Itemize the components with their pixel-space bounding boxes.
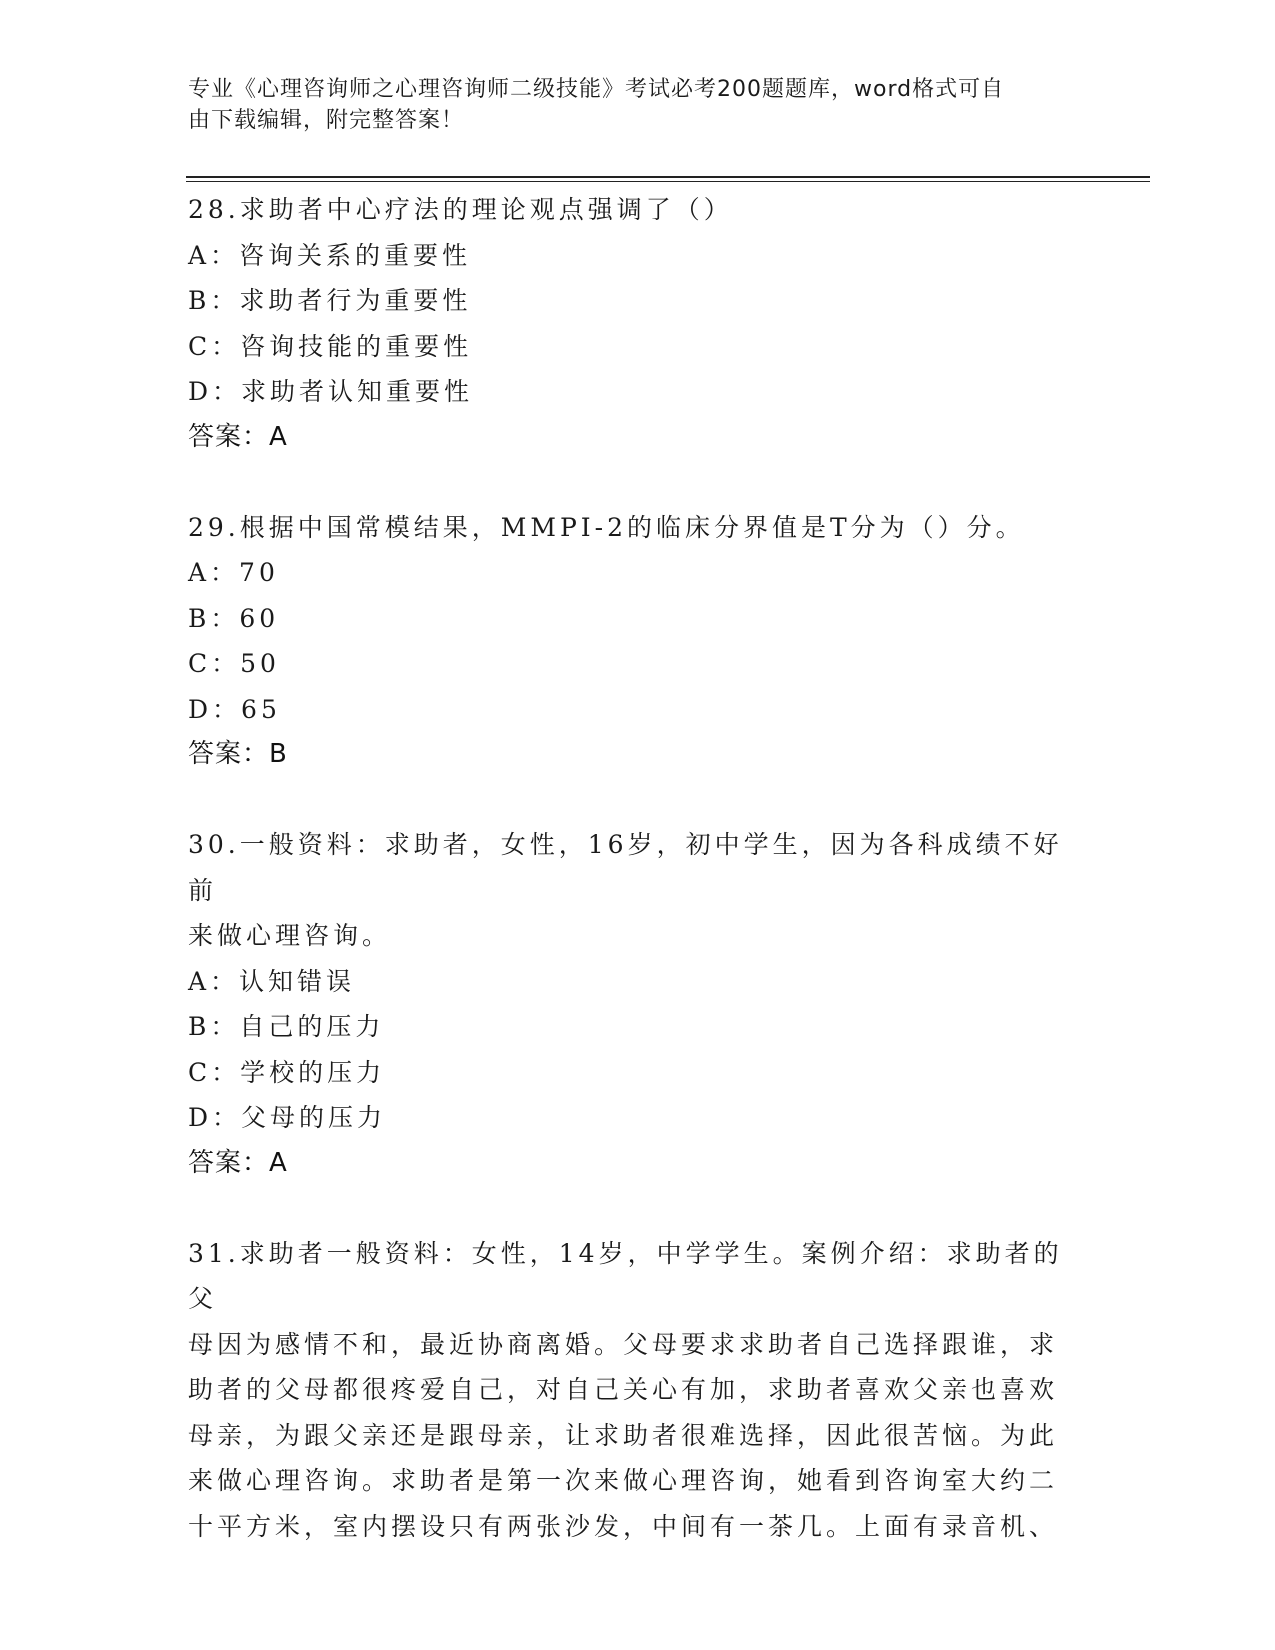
question-stem: 助者的父母都很疼爱自己，对自己关心有加，求助者喜欢父亲也喜欢 xyxy=(188,1375,1059,1404)
option-d: D：父母的压力 xyxy=(188,1103,387,1132)
question-list xyxy=(188,187,1088,1594)
question-stem: 来做心理咨询。 xyxy=(188,921,392,950)
question-stem: 十平方米，室内摆设只有两张沙发，中间有一茶几。上面有录音机、 xyxy=(188,1511,1059,1541)
header-title-line-1: 专业《心理咨询师之心理咨询师二级技能》考试必考200题题库，word格式可自 xyxy=(188,77,1005,102)
option-a: A：70 xyxy=(188,558,279,587)
option-a: A：认知错误 xyxy=(188,966,356,996)
question-29 xyxy=(188,505,1088,778)
header-title-line-2: 由下载编辑，附完整答案！ xyxy=(188,108,465,133)
question-stem: 母因为感情不和，最近协商离婚。父母要求求助者自己选择跟谁，求 xyxy=(188,1329,1059,1359)
option-b: B：自己的压力 xyxy=(188,1012,385,1041)
option-b: B：求助者行为重要性 xyxy=(188,286,472,315)
question-stem: 30.一般资料：求助者，女性，16岁，初中学生，因为各科成绩不好前 xyxy=(188,830,1063,905)
question-stem: 29.根据中国常模结果，MMPI-2的临床分界值是T分为（）分。 xyxy=(188,512,1025,542)
option-c: C：50 xyxy=(188,649,280,678)
question-28 xyxy=(188,187,1088,460)
answer-label: 答案：A xyxy=(188,421,288,452)
question-31 xyxy=(188,1231,1088,1550)
header-divider-thin xyxy=(186,181,1150,182)
option-d: D：65 xyxy=(188,694,281,724)
header-divider-thick xyxy=(186,176,1150,178)
option-b: B：60 xyxy=(188,603,280,633)
question-30 xyxy=(188,822,1088,1186)
answer-label: 答案：B xyxy=(188,739,288,769)
answer-label: 答案：A xyxy=(188,1147,288,1178)
question-stem: 母亲，为跟父亲还是跟母亲，让求助者很难选择，因此很苦恼。为此 xyxy=(188,1420,1059,1450)
option-c: C：学校的压力 xyxy=(188,1057,386,1087)
question-stem: 31.求助者一般资料：女性，14岁，中学学生。案例介绍：求助者的父 xyxy=(188,1238,1063,1313)
question-stem: 来做心理咨询。求助者是第一次来做心理咨询，她看到咨询室大约二 xyxy=(188,1466,1059,1495)
option-d: D：求助者认知重要性 xyxy=(188,377,474,406)
option-c: C：咨询技能的重要性 xyxy=(188,331,473,361)
document-header xyxy=(188,74,1068,136)
option-a: A：咨询关系的重要性 xyxy=(188,240,472,270)
question-stem: 28.求助者中心疗法的理论观点强调了（） xyxy=(188,195,733,224)
